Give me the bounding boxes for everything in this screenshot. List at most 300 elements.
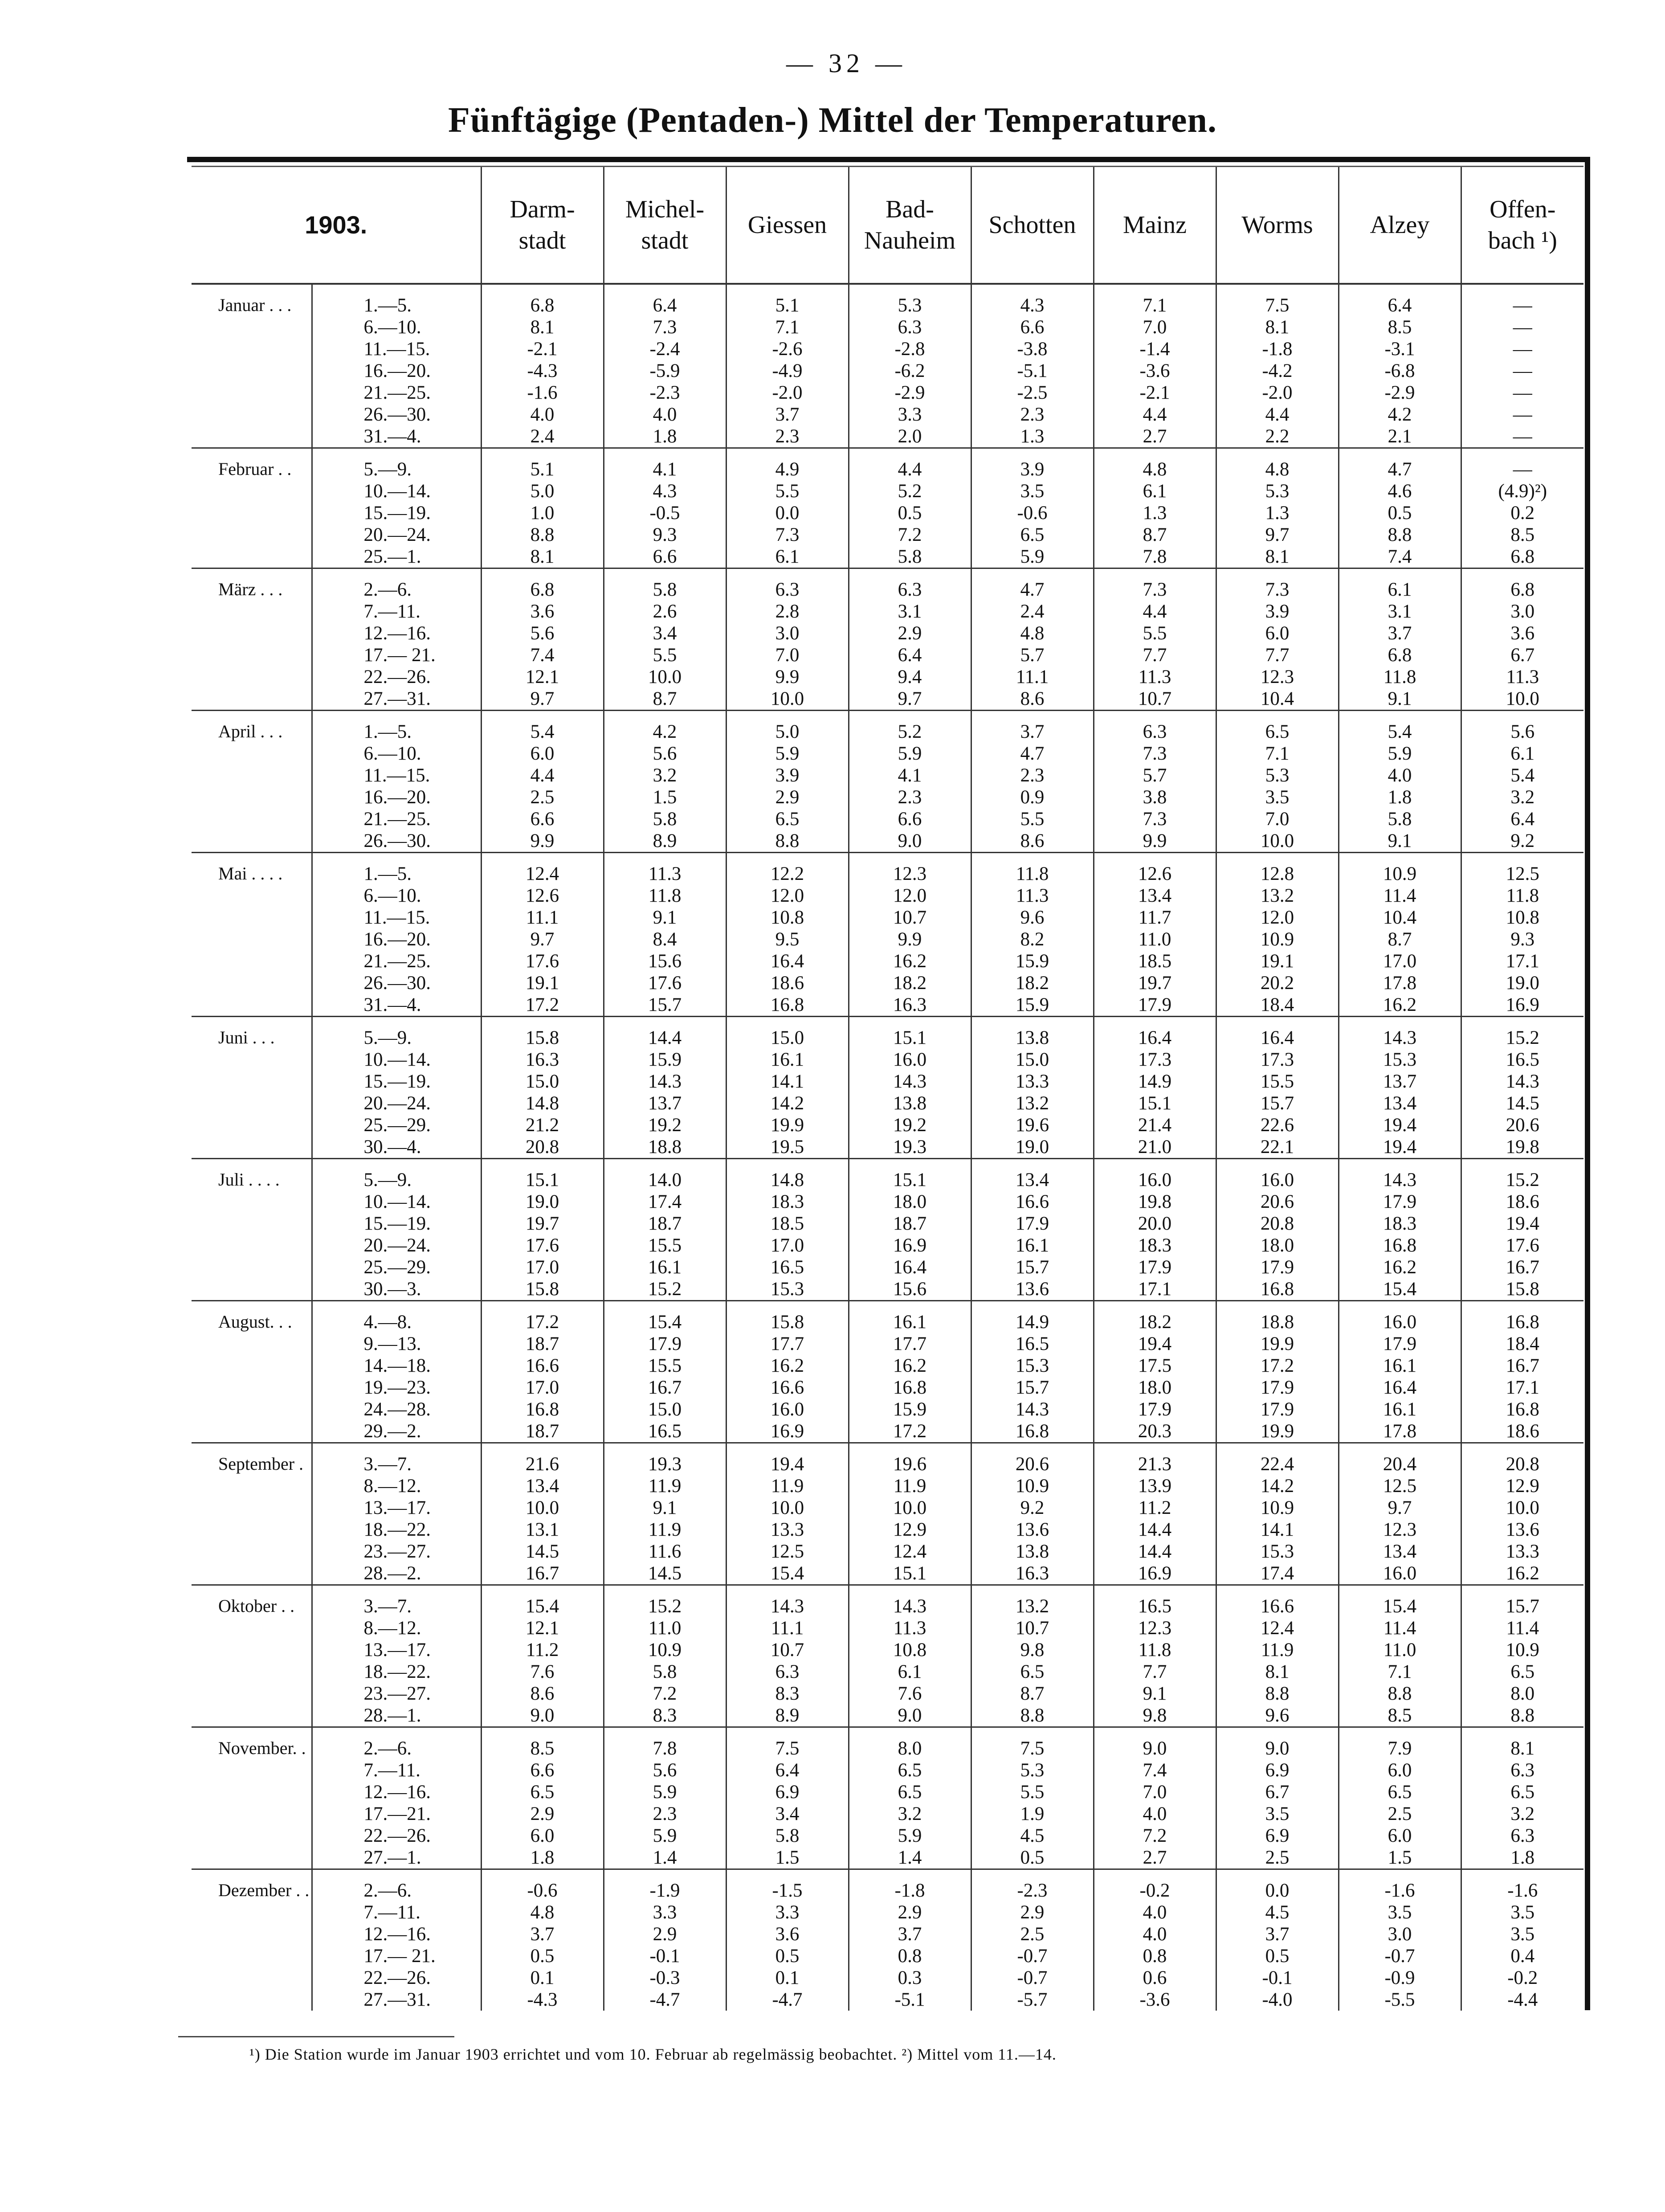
temperature-value: 15.7 xyxy=(1015,1377,1049,1398)
month-label: April . . . xyxy=(192,711,312,853)
temperature-value: 3.7 xyxy=(1020,721,1045,742)
temperature-value: 15.7 xyxy=(1260,1093,1294,1114)
temperature-value: 11.3 xyxy=(648,863,682,884)
temperature-value: 15.8 xyxy=(1506,1279,1539,1300)
pentad-range-cell xyxy=(312,1159,481,1301)
temperature-value: 0.4 xyxy=(1510,1946,1535,1967)
pentad-range: 7.—11. xyxy=(363,1902,420,1923)
temperature-value: 19.2 xyxy=(893,1115,927,1136)
temperature-value: 5.3 xyxy=(898,295,922,316)
temperature-value: 6.5 xyxy=(898,1760,922,1781)
temperature-value: -5.9 xyxy=(649,360,680,381)
temperature-value: 20.8 xyxy=(1260,1213,1294,1234)
temperature-value: 17.6 xyxy=(1506,1235,1539,1256)
temperature-value: 4.0 xyxy=(1143,1803,1167,1824)
temperature-value: 14.3 xyxy=(1506,1071,1539,1092)
temperature-value: 8.5 xyxy=(530,1738,555,1759)
station-values-cell xyxy=(849,448,971,568)
temperature-value: 16.7 xyxy=(648,1377,682,1398)
temperature-value: 15.3 xyxy=(1260,1541,1294,1562)
temperature-value: 5.2 xyxy=(898,481,922,502)
temperature-value: 21.4 xyxy=(1138,1115,1172,1136)
temperature-value: 15.9 xyxy=(1015,994,1049,1015)
temperature-value: 15.9 xyxy=(1015,951,1049,972)
temperature-value: 4.7 xyxy=(1020,743,1045,764)
temperature-value: 16.8 xyxy=(1260,1279,1294,1300)
temperature-value: 9.7 xyxy=(1388,1497,1412,1518)
temperature-value: 17.2 xyxy=(1260,1355,1294,1376)
temperature-value: 17.3 xyxy=(1260,1049,1294,1070)
temperature-value: -2.0 xyxy=(1262,382,1293,403)
temperature-value: 16.0 xyxy=(770,1399,804,1420)
temperature-value: 19.1 xyxy=(1260,951,1294,972)
month-row xyxy=(192,1301,1583,1443)
temperature-value: 7.4 xyxy=(530,645,555,666)
temperature-value: 11.6 xyxy=(648,1541,682,1562)
temperature-value: 5.9 xyxy=(898,1825,922,1846)
temperature-value: 8.6 xyxy=(1020,688,1045,709)
temperature-value: 5.3 xyxy=(1265,765,1290,786)
station-values-cell xyxy=(1216,568,1339,711)
temperature-value: 3.4 xyxy=(653,623,677,644)
temperature-value: 17.2 xyxy=(525,1312,559,1333)
temperature-value: 6.4 xyxy=(898,645,922,666)
temperature-value: 19.0 xyxy=(1506,973,1539,994)
temperature-value: 5.9 xyxy=(775,743,800,764)
temperature-value: 3.1 xyxy=(1388,601,1412,622)
temperature-value: 6.3 xyxy=(1510,1760,1535,1781)
temperature-value: 4.3 xyxy=(653,481,677,502)
temperature-value: 13.7 xyxy=(648,1093,682,1114)
station-values-cell xyxy=(481,1727,604,1869)
temperature-value: 13.8 xyxy=(1015,1541,1049,1562)
temperature-value: 2.3 xyxy=(1020,404,1045,425)
temperature-value: -0.1 xyxy=(1262,1967,1293,1988)
temperature-value: 6.6 xyxy=(530,1760,555,1781)
temperature-value: 11.9 xyxy=(893,1476,926,1496)
pentad-range: 10.—14. xyxy=(363,481,431,502)
station-values-cell xyxy=(1461,1869,1583,2011)
temperature-value: 10.0 xyxy=(770,1497,804,1518)
temperature-value: 10.0 xyxy=(525,1497,559,1518)
station-values-cell xyxy=(726,568,849,711)
pentad-range: 25.—1. xyxy=(363,546,421,567)
temperature-value: 8.7 xyxy=(1143,524,1167,545)
temperature-value: 4.6 xyxy=(1388,481,1412,502)
temperature-value: 15.4 xyxy=(770,1563,804,1584)
temperature-value: 5.9 xyxy=(1388,743,1412,764)
pentad-range: 16.—20. xyxy=(363,929,431,950)
temperature-value: -3.6 xyxy=(1139,1989,1170,2010)
temperature-value: -2.9 xyxy=(894,382,925,403)
temperature-value: 10.7 xyxy=(770,1640,804,1660)
temperature-value: 2.9 xyxy=(653,1924,677,1945)
temperature-value: 3.8 xyxy=(1143,787,1167,808)
temperature-value: -2.3 xyxy=(649,382,680,403)
temperature-value: 15.2 xyxy=(1506,1169,1539,1190)
station-values-cell xyxy=(1216,711,1339,853)
temperature-value: 16.6 xyxy=(770,1377,804,1398)
temperature-value: 4.4 xyxy=(898,459,922,480)
temperature-value: -3.8 xyxy=(1017,339,1048,360)
temperature-value: 16.9 xyxy=(893,1235,927,1256)
station-values-cell xyxy=(1339,1727,1461,1869)
temperature-value: 17.7 xyxy=(770,1333,804,1354)
temperature-value: 7.1 xyxy=(1265,743,1290,764)
temperature-value: 3.6 xyxy=(775,1924,800,1945)
temperature-value: 6.7 xyxy=(1265,1782,1290,1803)
station-values-cell xyxy=(1216,853,1339,1017)
temperature-value: 10.9 xyxy=(1260,1497,1294,1518)
temperature-value: 9.2 xyxy=(1020,1497,1045,1518)
temperature-value: 14.2 xyxy=(1260,1476,1294,1496)
temperature-value: -2.0 xyxy=(772,382,803,403)
temperature-value: 18.3 xyxy=(1383,1213,1417,1234)
temperature-value: 13.8 xyxy=(893,1093,927,1114)
temperature-value: 20.3 xyxy=(1138,1421,1172,1442)
temperature-value: 0.8 xyxy=(898,1946,922,1967)
temperature-value: 12.3 xyxy=(1260,666,1294,687)
temperature-value: 15.1 xyxy=(893,1563,927,1584)
temperature-value: 13.6 xyxy=(1506,1519,1539,1540)
temperature-value: 16.6 xyxy=(1260,1596,1294,1617)
month-row xyxy=(192,1159,1583,1301)
pentad-range: 2.—6. xyxy=(363,1880,412,1901)
pentad-range-cell xyxy=(312,711,481,853)
station-values-cell xyxy=(481,853,604,1017)
station-values-cell xyxy=(1339,1159,1461,1301)
station-values-cell xyxy=(849,1443,971,1585)
temperature-value: 15.9 xyxy=(648,1049,682,1070)
temperature-value: 6.3 xyxy=(1143,721,1167,742)
temperature-value: 11.0 xyxy=(648,1618,682,1639)
temperature-value: 9.9 xyxy=(898,929,922,950)
temperature-value: 16.5 xyxy=(1506,1049,1539,1070)
temperature-value: 5.5 xyxy=(1143,623,1167,644)
temperature-value: 16.8 xyxy=(1506,1399,1539,1420)
temperature-value: -0.2 xyxy=(1507,1967,1538,1988)
temperature-value: 5.2 xyxy=(898,721,922,742)
station-values-cell xyxy=(1339,1585,1461,1727)
temperature-value: 8.8 xyxy=(1388,1683,1412,1704)
temperature-value: 16.0 xyxy=(893,1049,927,1070)
pentad-range: 29.—2. xyxy=(363,1421,421,1442)
temperature-value: 22.1 xyxy=(1260,1137,1294,1157)
temperature-value: 16.1 xyxy=(1015,1235,1049,1256)
temperature-value: 14.1 xyxy=(1260,1519,1294,1540)
temperature-value: 15.4 xyxy=(1383,1596,1417,1617)
temperature-value: 2.1 xyxy=(1388,426,1412,447)
station-values-cell xyxy=(604,1585,726,1727)
temperature-value: 5.4 xyxy=(530,721,555,742)
temperature-value: 7.1 xyxy=(1388,1661,1412,1682)
month-row xyxy=(192,1017,1583,1159)
temperature-value: 12.5 xyxy=(770,1541,804,1562)
temperature-value: -1.5 xyxy=(772,1880,803,1901)
temperature-value: -0.9 xyxy=(1384,1967,1415,1988)
temperature-value: 16.8 xyxy=(525,1399,559,1420)
temperature-value: 2.2 xyxy=(1265,426,1290,447)
temperature-value: -1.8 xyxy=(894,1880,925,1901)
temperature-value: 3.5 xyxy=(1510,1924,1535,1945)
temperature-value: 8.8 xyxy=(1265,1683,1290,1704)
pentad-range: 20.—24. xyxy=(363,524,431,545)
year-header: 1903. xyxy=(192,167,481,284)
station-values-cell xyxy=(1094,1869,1216,2011)
temperature-value: 19.1 xyxy=(525,973,559,994)
temperature-value: -3.1 xyxy=(1384,339,1415,360)
station-values-cell xyxy=(849,1301,971,1443)
station-values-cell xyxy=(481,1301,604,1443)
temperature-value: 3.0 xyxy=(1510,601,1535,622)
temperature-value: 15.7 xyxy=(1015,1257,1049,1278)
temperature-value: -2.5 xyxy=(1017,382,1048,403)
temperature-value: 14.5 xyxy=(525,1541,559,1562)
station-values-cell xyxy=(849,711,971,853)
temperature-value: 16.4 xyxy=(770,951,804,972)
temperature-value: 12.6 xyxy=(525,885,559,906)
temperature-value: 2.9 xyxy=(898,1902,922,1923)
station-values-cell xyxy=(604,711,726,853)
temperature-value: 17.1 xyxy=(1138,1279,1172,1300)
temperature-value: 14.9 xyxy=(1138,1071,1172,1092)
pentad-range: 6.—10. xyxy=(363,317,421,338)
temperature-value: 3.9 xyxy=(775,765,800,786)
temperature-value: 3.7 xyxy=(1265,1924,1290,1945)
temperature-value: 5.6 xyxy=(1510,721,1535,742)
temperature-value: 20.6 xyxy=(1260,1191,1294,1212)
temperature-value: 11.3 xyxy=(1506,666,1539,687)
temperature-value: 12.9 xyxy=(893,1519,927,1540)
pentad-range: 23.—27. xyxy=(363,1683,431,1704)
temperature-value: 12.3 xyxy=(893,863,927,884)
temperature-value: 2.9 xyxy=(775,787,800,808)
temperature-value: 20.6 xyxy=(1506,1115,1539,1136)
pentad-range: 11.—15. xyxy=(363,339,430,360)
temperature-value: 16.5 xyxy=(1138,1596,1172,1617)
temperature-value: — xyxy=(1513,339,1532,360)
temperature-value: 19.8 xyxy=(1138,1191,1172,1212)
temperature-value: 6.1 xyxy=(1510,743,1535,764)
temperature-value: 19.9 xyxy=(1260,1421,1294,1442)
temperature-value: 9.1 xyxy=(1388,688,1412,709)
temperature-value: 0.1 xyxy=(775,1967,800,1988)
temperature-value: 12.2 xyxy=(770,863,804,884)
temperature-value: 12.4 xyxy=(1260,1618,1294,1639)
pentad-range: 21.—25. xyxy=(363,951,431,972)
temperature-value: 16.2 xyxy=(770,1355,804,1376)
temperature-value: 14.5 xyxy=(648,1563,682,1584)
temperature-value: 10.9 xyxy=(648,1640,682,1660)
pentad-range: 25.—29. xyxy=(363,1257,431,1278)
temperature-value: 16.7 xyxy=(525,1563,559,1584)
temperature-value: 1.4 xyxy=(653,1847,677,1868)
month-row xyxy=(192,1727,1583,1869)
temperature-value: 17.8 xyxy=(1383,973,1417,994)
temperature-value: 8.0 xyxy=(1510,1683,1535,1704)
temperature-value: 15.0 xyxy=(525,1071,559,1092)
temperature-value: 4.2 xyxy=(1388,404,1412,425)
pentad-range: 17.— 21. xyxy=(363,1946,436,1967)
temperature-value: -4.7 xyxy=(649,1989,680,2010)
station-values-cell xyxy=(971,711,1094,853)
station-values-cell xyxy=(1094,1301,1216,1443)
temperature-value: 0.9 xyxy=(1020,787,1045,808)
station-values-cell xyxy=(481,1443,604,1585)
temperature-value: 17.4 xyxy=(648,1191,682,1212)
pentad-range: 3.—7. xyxy=(363,1596,412,1617)
station-values-cell xyxy=(1094,568,1216,711)
temperature-value: 10.0 xyxy=(1260,830,1294,851)
temperature-value: -2.1 xyxy=(527,339,558,360)
temperature-value: 6.8 xyxy=(1510,579,1535,600)
temperature-value: 11.8 xyxy=(1016,863,1049,884)
temperature-value: 9.6 xyxy=(1020,907,1045,928)
temperature-value: — xyxy=(1513,382,1532,403)
temperature-value: 7.2 xyxy=(1143,1825,1167,1846)
temperature-value: 1.5 xyxy=(653,787,677,808)
temperature-value: 11.3 xyxy=(1138,666,1171,687)
temperature-value: 13.4 xyxy=(1383,1093,1417,1114)
temperature-value: 15.1 xyxy=(893,1169,927,1190)
temperature-value: 8.7 xyxy=(1020,1683,1045,1704)
temperature-value: 9.7 xyxy=(1265,524,1290,545)
temperature-value: 6.1 xyxy=(1388,579,1412,600)
temperature-value: 15.1 xyxy=(893,1027,927,1048)
station-values-cell xyxy=(481,1159,604,1301)
temperature-value: -5.1 xyxy=(1017,360,1048,381)
temperature-value: -1.6 xyxy=(1384,1880,1415,1901)
temperature-value: 7.6 xyxy=(530,1661,555,1682)
temperature-value: 5.5 xyxy=(1020,1782,1045,1803)
station-header: Alzey xyxy=(1339,167,1461,284)
temperature-value: 13.3 xyxy=(770,1519,804,1540)
temperature-value: 20.8 xyxy=(525,1137,559,1157)
temperature-value: 19.3 xyxy=(893,1137,927,1157)
temperature-value: 0.5 xyxy=(1388,503,1412,523)
temperature-value: 12.3 xyxy=(1383,1519,1417,1540)
station-values-cell xyxy=(849,1017,971,1159)
pentad-range: 7.—11. xyxy=(363,1760,420,1781)
temperature-value: 6.3 xyxy=(775,1661,800,1682)
temperature-value: -1.4 xyxy=(1139,339,1170,360)
temperature-value: 4.4 xyxy=(530,765,555,786)
temperature-value: -0.7 xyxy=(1017,1967,1048,1988)
station-values-cell xyxy=(971,1159,1094,1301)
temperature-value: 16.7 xyxy=(1506,1355,1539,1376)
temperature-value: 18.7 xyxy=(893,1213,927,1234)
temperature-value: 18.3 xyxy=(770,1191,804,1212)
temperature-value: 2.7 xyxy=(1143,1847,1167,1868)
pentad-range: 23.—27. xyxy=(363,1541,431,1562)
temperature-value: 11.9 xyxy=(648,1519,682,1540)
temperature-value: 5.1 xyxy=(530,459,555,480)
temperature-value: 7.8 xyxy=(1143,546,1167,567)
temperature-value: 13.3 xyxy=(1506,1541,1539,1562)
temperature-value: 18.3 xyxy=(1138,1235,1172,1256)
pentad-range: 25.—29. xyxy=(363,1115,431,1136)
temperature-value: 16.1 xyxy=(648,1257,682,1278)
temperature-value: 15.4 xyxy=(525,1596,559,1617)
station-values-cell xyxy=(1216,448,1339,568)
station-values-cell xyxy=(726,853,849,1017)
temperature-value: 2.9 xyxy=(530,1803,555,1824)
temperature-value: 12.1 xyxy=(525,666,559,687)
pentad-range: 3.—7. xyxy=(363,1454,412,1475)
temperature-value: 14.3 xyxy=(1383,1169,1417,1190)
temperature-value: 15.2 xyxy=(1506,1027,1539,1048)
temperature-value: 6.4 xyxy=(1510,809,1535,830)
temperature-value: 10.0 xyxy=(1506,688,1539,709)
temperature-value: 6.5 xyxy=(1265,721,1290,742)
temperature-value: 16.0 xyxy=(1383,1563,1417,1584)
temperature-value: 15.8 xyxy=(525,1279,559,1300)
temperature-value: -4.3 xyxy=(527,1989,558,2010)
temperature-value: 6.5 xyxy=(1510,1782,1535,1803)
temperature-value: 0.5 xyxy=(530,1946,555,1967)
temperature-value: 8.1 xyxy=(1510,1738,1535,1759)
pentad-range: 12.—16. xyxy=(363,1782,431,1803)
temperature-value: 6.1 xyxy=(898,1661,922,1682)
temperature-value: 6.0 xyxy=(1388,1760,1412,1781)
temperature-value: 6.6 xyxy=(898,809,922,830)
temperature-value: 13.6 xyxy=(1015,1519,1049,1540)
temperature-value: 7.7 xyxy=(1265,645,1290,666)
temperature-value: 18.0 xyxy=(1138,1377,1172,1398)
temperature-value: 16.9 xyxy=(1506,994,1539,1015)
temperature-value: 4.8 xyxy=(530,1902,555,1923)
temperature-value: 17.0 xyxy=(770,1235,804,1256)
temperature-value: 13.4 xyxy=(525,1476,559,1496)
temperature-value: -2.8 xyxy=(894,339,925,360)
temperature-value: 18.7 xyxy=(525,1333,559,1354)
station-values-cell xyxy=(1339,1301,1461,1443)
station-values-cell xyxy=(604,1443,726,1585)
temperature-value: 5.8 xyxy=(775,1825,800,1846)
temperature-value: 2.7 xyxy=(1143,426,1167,447)
temperature-value: 3.7 xyxy=(530,1924,555,1945)
temperature-value: 15.0 xyxy=(1015,1049,1049,1070)
temperature-value: 10.4 xyxy=(1260,688,1294,709)
temperature-value: — xyxy=(1513,404,1532,425)
station-values-cell xyxy=(604,853,726,1017)
temperature-value: 5.7 xyxy=(1143,765,1167,786)
temperature-value: 2.5 xyxy=(530,787,555,808)
temperature-value: 16.4 xyxy=(1383,1377,1417,1398)
temperature-value: 19.0 xyxy=(1015,1137,1049,1157)
month-row xyxy=(192,711,1583,853)
temperature-value: 1.3 xyxy=(1020,426,1045,447)
temperature-value: 6.8 xyxy=(1510,546,1535,567)
temperature-value: 7.5 xyxy=(1265,295,1290,316)
station-values-cell xyxy=(726,1585,849,1727)
temperature-value: 5.4 xyxy=(1510,765,1535,786)
temperature-value: — xyxy=(1513,459,1532,480)
temperature-value: 16.0 xyxy=(1260,1169,1294,1190)
temperature-value: 12.5 xyxy=(1506,863,1539,884)
temperature-value: 10.0 xyxy=(770,688,804,709)
station-values-cell xyxy=(1094,853,1216,1017)
temperature-value: 12.1 xyxy=(525,1618,559,1639)
temperature-value: 19.7 xyxy=(525,1213,559,1234)
temperature-value: 2.9 xyxy=(1020,1902,1045,1923)
temperature-value: 11.2 xyxy=(1138,1497,1171,1518)
temperature-value: 7.3 xyxy=(1143,743,1167,764)
temperature-value: 8.7 xyxy=(1388,929,1412,950)
temperature-value: 5.5 xyxy=(653,645,677,666)
temperature-value: 8.9 xyxy=(653,830,677,851)
temperature-value: — xyxy=(1513,317,1532,338)
